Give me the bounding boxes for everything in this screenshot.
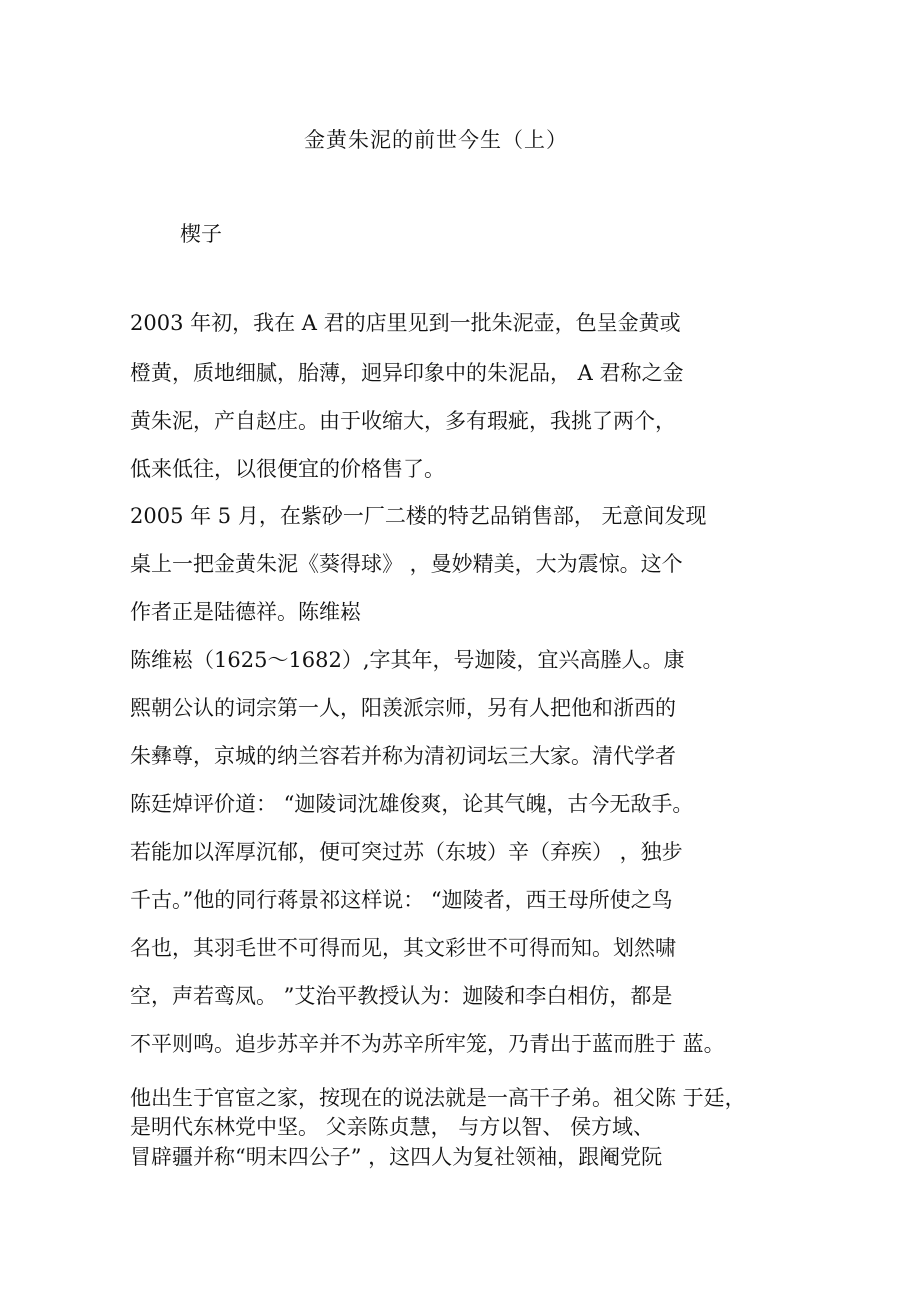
- paragraph-line: 作者正是陆德祥。陈维崧: [130, 600, 361, 624]
- paragraph-line: 名也，其羽毛世不可得而见，其文彩世不可得而知。划然啸: [130, 936, 676, 960]
- paragraph-line: 陈廷焯评价道： “迦陵词沈雄俊爽，论其气魄，古今无敌手。: [130, 792, 694, 816]
- paragraph-line: 冒辟疆并称“明末四公子” ，这四人为复社领袖，跟阉党阮: [130, 1145, 663, 1169]
- paragraph-line: 不平则鸣。追步苏辛并不为苏辛所牢笼，乃青出于蓝而胜于 蓝。: [130, 1032, 725, 1056]
- paragraph-line: 橙黄，质地细腻，胎薄，迥异印象中的朱泥品， A 君称之金: [130, 361, 684, 385]
- paragraph-line: 若能加以浑厚沉郁，便可突过苏（东坡）辛（弃疾） ，独步: [130, 840, 683, 864]
- paragraph-line: 2003 年初，我在 A 君的店里见到一批朱泥壶，色呈金黄或: [130, 311, 681, 335]
- paragraph-line: 千古。”他的同行蒋景祁这样说： “迦陵者，西王母所使之鸟: [130, 888, 673, 912]
- paragraph-line: 黄朱泥，产自赵庄。由于收缩大，多有瑕疵，我挑了两个，: [130, 409, 676, 433]
- paragraph-line: 2005 年 5 月，在紫砂一厂二楼的特艺品销售部， 无意间发现: [130, 504, 707, 528]
- paragraph-line: 朱彝尊，京城的纳兰容若并称为清初词坛三大家。清代学者: [130, 744, 676, 768]
- paragraph-line: 陈维崧（1625～1682）,字其年，号迦陵，宜兴高塍人。康: [130, 648, 685, 672]
- paragraph-line: 桌上一把金黄朱泥《葵得球》 ，曼妙精美，大为震惊。这个: [130, 552, 683, 576]
- paragraph-line: 他出生于官宦之家，按现在的说法就是一高干子弟。祖父陈 于廷，: [130, 1086, 746, 1110]
- paragraph-line: 空，声若鸾凤。 ”艾治平教授认为：迦陵和李白相仿，都是: [130, 984, 673, 1008]
- section-heading: 楔子: [180, 222, 222, 246]
- paragraph-line: 熙朝公认的词宗第一人，阳羡派宗师，另有人把他和浙西的: [130, 696, 676, 720]
- paragraph-line: 低来低往，以很便宜的价格售了。: [130, 457, 445, 481]
- paragraph-line: 是明代东林党中坚。 父亲陈贞慧， 与方以智、 侯方域、: [130, 1115, 655, 1139]
- document-title: 金黄朱泥的前世今生（上）: [304, 128, 568, 152]
